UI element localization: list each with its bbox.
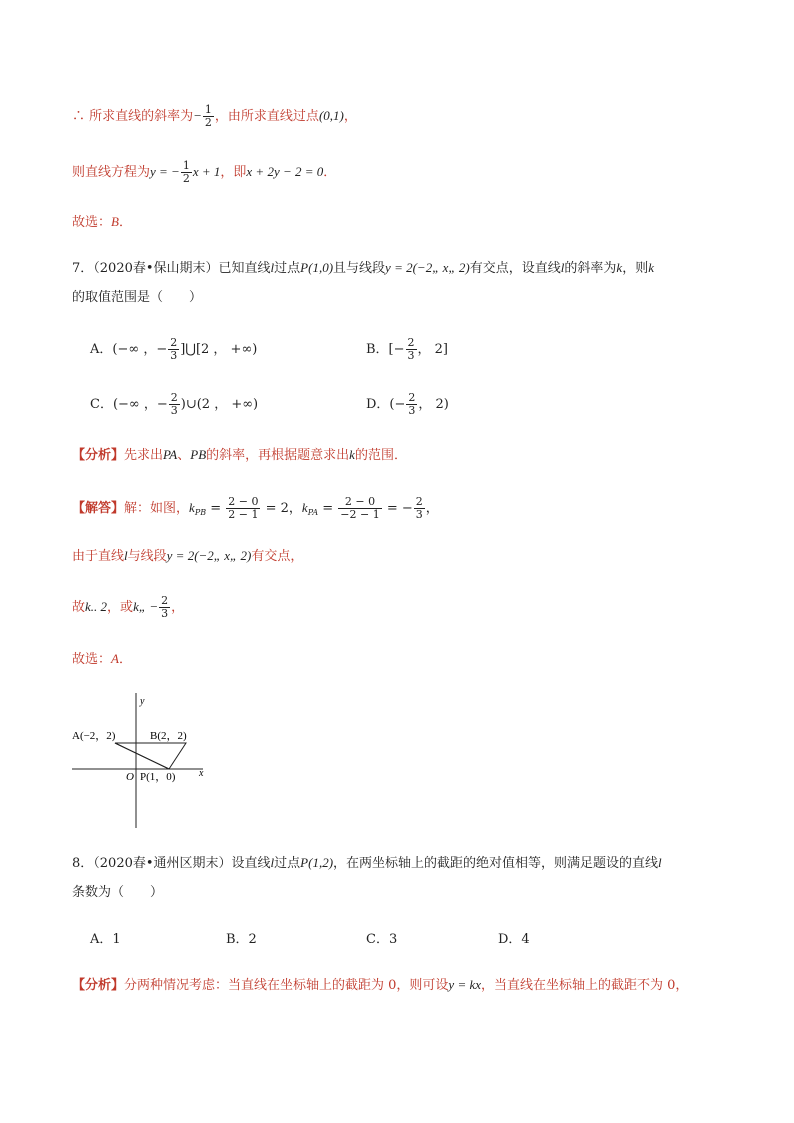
denominator: 3 — [170, 349, 178, 362]
text: D．(− — [366, 397, 406, 412]
q8-option-b[interactable] — [226, 930, 257, 950]
numerator: 2 − 0 — [338, 496, 381, 509]
text: ，则 — [622, 261, 649, 276]
text: ，在两坐标轴上的截距的绝对值相等，则满足题设的直线 — [333, 856, 659, 871]
denominator: 3 — [170, 404, 178, 417]
question-7-hence — [72, 595, 184, 620]
text: 且与线段 — [333, 261, 386, 276]
denominator: 3 — [407, 349, 415, 362]
equation: y = 2(−2„ x„ 2) — [166, 548, 252, 563]
equation: y = kx — [448, 977, 482, 992]
numerator: 2 − 0 — [228, 495, 259, 508]
text: A．1 — [90, 932, 121, 947]
text: ]⋃[2 ， +∞) — [180, 342, 258, 357]
answer-line-2 — [72, 649, 132, 670]
denominator: 3 — [408, 404, 416, 417]
text: 与线段 — [127, 549, 167, 564]
var: l — [270, 260, 275, 275]
analysis-tag: 【分析】 — [72, 448, 125, 463]
answer: B — [111, 214, 119, 229]
var: PB — [190, 447, 207, 462]
text: ， — [171, 600, 185, 615]
text: 过点 — [274, 261, 301, 276]
text: 8．（2020春•通州区期末）设直线 — [72, 856, 271, 871]
text: 有交点， — [251, 549, 304, 564]
equation: x + 1 — [192, 164, 221, 179]
text: ， — [343, 109, 357, 124]
subscript: PB — [194, 508, 207, 517]
point: P(1,2) — [300, 855, 334, 870]
text: A．(−∞ ，− — [90, 342, 168, 357]
numerator: 2 — [170, 391, 178, 404]
inequality: k.. 2 — [85, 599, 108, 614]
fraction — [169, 392, 180, 417]
text: 过点 — [274, 856, 301, 871]
text: ， — [425, 501, 439, 516]
option-b[interactable] — [366, 337, 448, 362]
var: k — [616, 260, 623, 275]
question-8-line-2 — [72, 883, 163, 903]
denominator: 3 — [161, 607, 169, 620]
option-d[interactable] — [366, 392, 449, 417]
point: (0,1) — [318, 108, 344, 123]
text: 的斜率为 — [564, 261, 617, 276]
fraction — [203, 104, 214, 129]
text: B．[− — [366, 342, 405, 357]
question-7-solution — [72, 496, 439, 523]
answer-line-1 — [72, 212, 132, 233]
numerator: 1 — [204, 103, 212, 116]
text: 先求出 — [124, 448, 164, 463]
equation: y = − — [150, 164, 180, 179]
var: k — [189, 500, 195, 515]
q8-option-d[interactable] — [498, 930, 530, 950]
denominator: 2 — [204, 116, 212, 129]
text: ， 2] — [417, 342, 449, 357]
numerator: 2 — [170, 336, 178, 349]
fraction — [406, 337, 417, 362]
text: 故选： — [72, 215, 112, 230]
text: )∪(2 ， +∞) — [180, 397, 259, 412]
text: C．3 — [366, 932, 398, 947]
equation: y = 2(−2„ x„ 2) — [385, 260, 470, 275]
solution-tag: 【解答】 — [72, 501, 125, 516]
numerator: 1 — [182, 159, 190, 172]
text: = 2， — [261, 501, 302, 516]
text: ，当直线在坐标轴上的截距不为 0， — [481, 978, 689, 993]
var: PA — [163, 447, 178, 462]
equation: x + 2y − 2 = 0 — [246, 164, 324, 179]
numerator: 2 — [407, 336, 415, 349]
text: B．2 — [226, 932, 257, 947]
label-p: P(1，0) — [140, 771, 176, 783]
fraction — [406, 392, 417, 417]
var: l — [124, 548, 128, 563]
coordinate-figure — [68, 690, 213, 832]
label-x: x — [199, 768, 204, 779]
question-7-since — [72, 546, 303, 567]
denominator: 2 − 1 — [228, 508, 259, 521]
option-c[interactable] — [90, 392, 258, 417]
text: 的斜率，再根据题意求出 — [206, 448, 350, 463]
fraction — [226, 496, 260, 521]
fraction — [181, 160, 192, 185]
text-line-slope — [72, 104, 357, 129]
label-y: y — [140, 696, 145, 707]
q8-option-c[interactable] — [366, 930, 397, 950]
question-8-analysis — [72, 975, 688, 996]
option-a[interactable] — [90, 337, 257, 362]
segment-ap — [115, 743, 169, 769]
text: = − — [382, 501, 413, 516]
text: 由于直线 — [72, 549, 125, 564]
question-7-analysis — [72, 445, 407, 466]
label-b: B(2，2) — [150, 730, 187, 742]
text: ． — [118, 215, 132, 230]
text: D．4 — [498, 932, 530, 947]
text: 分两种情况考虑：当直线在坐标轴上的截距为 0，则可设 — [124, 978, 449, 993]
fraction — [159, 595, 170, 620]
point: P(1,0) — [300, 260, 334, 275]
text: 则直线方程为 — [72, 165, 151, 180]
text: C．(−∞ ，− — [90, 397, 168, 412]
text: 7．（2020春•保山期末）已知直线 — [72, 261, 271, 276]
denominator: 3 — [415, 508, 423, 521]
text: 故选： — [72, 652, 112, 667]
minus-sign: − — [193, 108, 202, 123]
question-7-line-2 — [72, 288, 202, 308]
text: ，即 — [220, 165, 247, 180]
var: l — [658, 855, 662, 870]
numerator: 2 — [408, 391, 416, 404]
fraction — [338, 496, 381, 521]
numerator: 2 — [161, 594, 169, 607]
text: = — [318, 501, 338, 516]
subscript: PA — [307, 508, 319, 517]
denominator: 2 — [182, 172, 190, 185]
answer: A — [111, 651, 119, 666]
text: ． — [323, 165, 337, 180]
text: ， 2) — [418, 397, 449, 412]
q8-option-a[interactable] — [90, 930, 121, 950]
text: ，由所求直线过点 — [214, 109, 319, 124]
inequality: k„ − — [133, 599, 159, 614]
question-8-line-1 — [72, 853, 662, 874]
text: 的取值范围是（ ） — [72, 290, 203, 305]
var: l — [560, 260, 565, 275]
fraction — [414, 496, 425, 521]
fraction — [168, 337, 179, 362]
text: 故 — [72, 600, 86, 615]
label-a: A(−2，2) — [72, 730, 116, 742]
label-o: O — [126, 771, 134, 783]
text: ． — [118, 652, 132, 667]
text-line-equation — [72, 160, 336, 185]
numerator: 2 — [415, 495, 423, 508]
denominator: −2 − 1 — [340, 508, 380, 521]
text: ，或 — [107, 600, 134, 615]
text: 、 — [177, 448, 191, 463]
text: ∴ 所求直线的斜率为 — [72, 109, 194, 124]
var: k — [648, 260, 654, 275]
question-7-line-1 — [72, 258, 654, 279]
var: k — [301, 500, 308, 515]
triangle-abp — [115, 743, 186, 769]
var: l — [270, 855, 275, 870]
text: = — [206, 501, 226, 516]
text: 的范围． — [354, 448, 407, 463]
analysis-tag: 【分析】 — [72, 978, 125, 993]
var: k — [349, 447, 355, 462]
text: 解：如图， — [124, 501, 190, 516]
text: 条数为（ ） — [72, 885, 164, 900]
text: 有交点，设直线 — [469, 261, 561, 276]
